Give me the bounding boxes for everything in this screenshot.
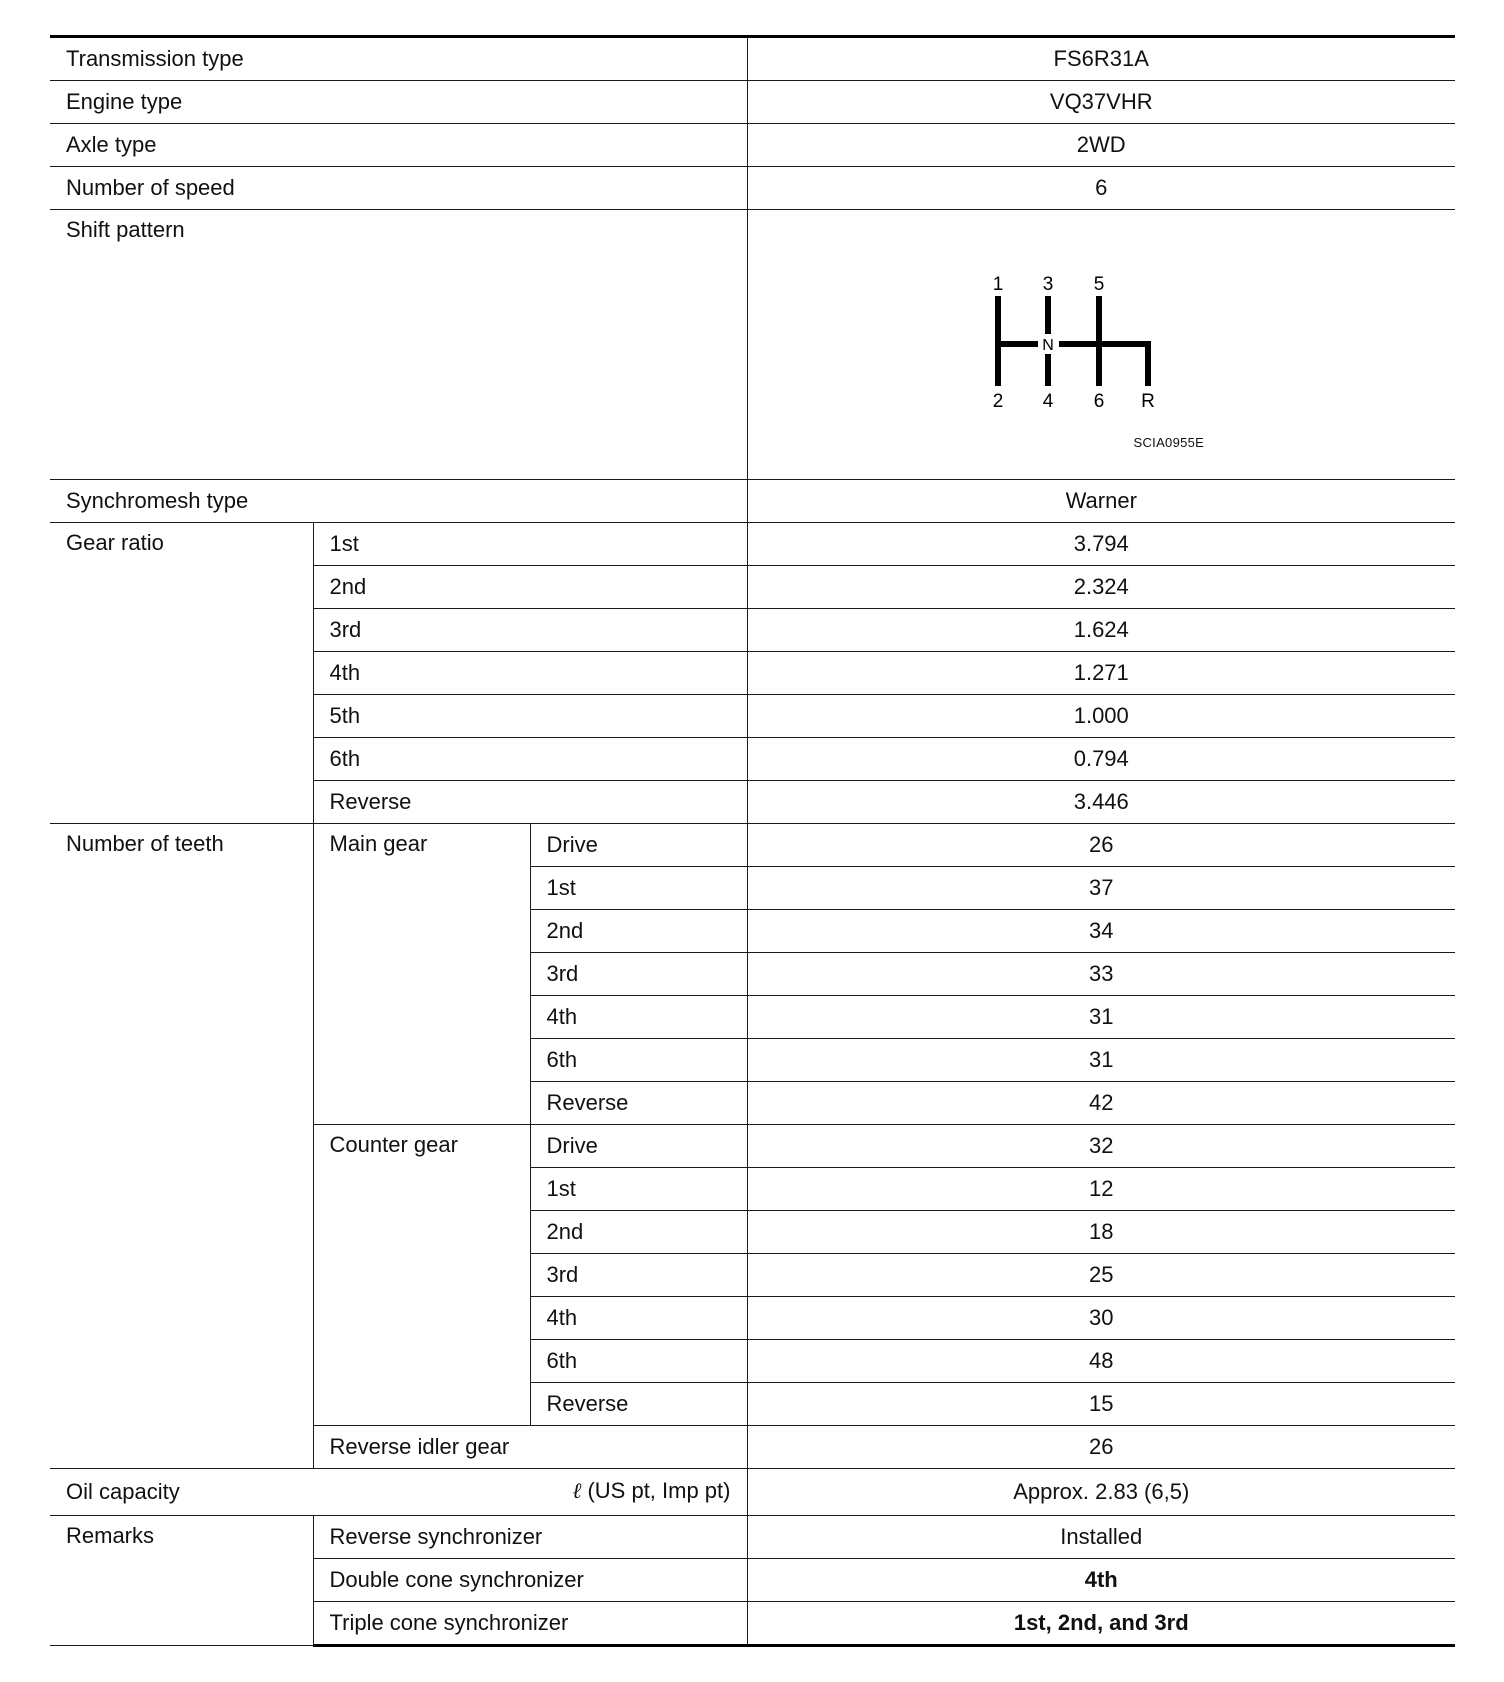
gear-ratio-gear: 3rd [313,609,747,652]
shift-label-6: 6 [1093,391,1104,412]
main-gear-item: Drive [530,824,747,867]
row-engine-type [50,81,1455,124]
value-synchromesh-type: Warner [747,480,1455,523]
shift-label-2: 2 [992,391,1003,412]
remark-value: 4th [747,1559,1455,1602]
counter-gear-value: 12 [747,1168,1455,1211]
shift-pattern-graphic [968,274,1168,424]
value-transmission-type: FS6R31A [747,37,1455,81]
main-gear-item: Reverse [530,1082,747,1125]
label-reverse-idler-gear: Reverse idler gear [313,1426,747,1469]
label-transmission-type: Transmission type [50,37,747,81]
label-remarks: Remarks [50,1516,313,1646]
gear-ratio-value: 0.794 [747,738,1455,781]
counter-gear-item: Drive [530,1125,747,1168]
gear-ratio-gear: 4th [313,652,747,695]
shift-pattern-diagram [748,214,1456,475]
shift-label-4: 4 [1042,391,1053,412]
row-transmission-type [50,37,1455,81]
oil-capacity-label-cell [50,1469,747,1516]
gear-ratio-gear: 5th [313,695,747,738]
table-row [50,824,1455,867]
main-gear-value: 31 [747,1039,1455,1082]
spec-page [50,35,1455,1647]
gear-ratio-value: 3.446 [747,781,1455,824]
main-gear-value: 42 [747,1082,1455,1125]
row-synchromesh-type [50,480,1455,523]
label-gear-ratio: Gear ratio [50,523,313,824]
counter-gear-value: 30 [747,1297,1455,1340]
main-gear-value: 33 [747,953,1455,996]
remark-label: Reverse synchronizer [313,1516,747,1559]
shift-label-3: 3 [1042,274,1053,295]
label-counter-gear: Counter gear [313,1125,530,1426]
row-shift-pattern [50,210,1455,480]
counter-gear-item: 2nd [530,1211,747,1254]
counter-gear-value: 15 [747,1383,1455,1426]
label-oil-capacity: Oil capacity [66,1478,180,1504]
label-engine-type: Engine type [50,81,747,124]
shift-pattern-cell [747,210,1455,480]
main-gear-value: 37 [747,867,1455,910]
label-number-of-speed: Number of speed [50,167,747,210]
transmission-spec-table [50,35,1455,1647]
table-row [50,523,1455,566]
remark-label: Triple cone synchronizer [313,1602,747,1646]
main-gear-value: 26 [747,824,1455,867]
counter-gear-item: 6th [530,1340,747,1383]
gear-ratio-gear: 6th [313,738,747,781]
gear-ratio-value: 1.271 [747,652,1455,695]
value-axle-type: 2WD [747,124,1455,167]
diagram-code: SCIA0955E [1133,435,1205,450]
gear-ratio-value: 1.624 [747,609,1455,652]
value-engine-type: VQ37VHR [747,81,1455,124]
remark-value: 1st, 2nd, and 3rd [747,1602,1455,1646]
shift-label-neutral: N [1041,337,1054,354]
row-number-of-speed [50,167,1455,210]
oil-capacity-unit [572,1479,730,1504]
liter-symbol: ℓ [572,1479,582,1505]
label-number-of-teeth: Number of teeth [50,824,313,1469]
label-synchromesh-type: Synchromesh type [50,480,747,523]
gear-ratio-gear: Reverse [313,781,747,824]
shift-label-r: R [1140,391,1155,412]
gear-ratio-value: 2.324 [747,566,1455,609]
main-gear-value: 31 [747,996,1455,1039]
value-oil-capacity: Approx. 2.83 (6,5) [747,1469,1455,1516]
counter-gear-value: 32 [747,1125,1455,1168]
counter-gear-value: 25 [747,1254,1455,1297]
table-row [50,1516,1455,1559]
value-reverse-idler-gear: 26 [747,1426,1455,1469]
value-number-of-speed: 6 [747,167,1455,210]
gear-ratio-gear: 1st [313,523,747,566]
counter-gear-item: 3rd [530,1254,747,1297]
counter-gear-value: 18 [747,1211,1455,1254]
gear-ratio-value: 1.000 [747,695,1455,738]
remark-label: Double cone synchronizer [313,1559,747,1602]
main-gear-item: 6th [530,1039,747,1082]
oil-capacity-unit-text: (US pt, Imp pt) [587,1478,731,1504]
main-gear-item: 2nd [530,910,747,953]
main-gear-item: 3rd [530,953,747,996]
row-oil-capacity [50,1469,1455,1516]
main-gear-item: 4th [530,996,747,1039]
counter-gear-item: 4th [530,1297,747,1340]
label-main-gear: Main gear [313,824,530,1125]
shift-label-5: 5 [1093,274,1104,295]
gear-ratio-value: 3.794 [747,523,1455,566]
counter-gear-value: 48 [747,1340,1455,1383]
counter-gear-item: 1st [530,1168,747,1211]
gear-ratio-gear: 2nd [313,566,747,609]
row-axle-type [50,124,1455,167]
label-axle-type: Axle type [50,124,747,167]
main-gear-item: 1st [530,867,747,910]
counter-gear-item: Reverse [530,1383,747,1426]
main-gear-value: 34 [747,910,1455,953]
shift-label-1: 1 [992,274,1003,295]
remark-value: Installed [747,1516,1455,1559]
label-shift-pattern: Shift pattern [50,210,747,480]
